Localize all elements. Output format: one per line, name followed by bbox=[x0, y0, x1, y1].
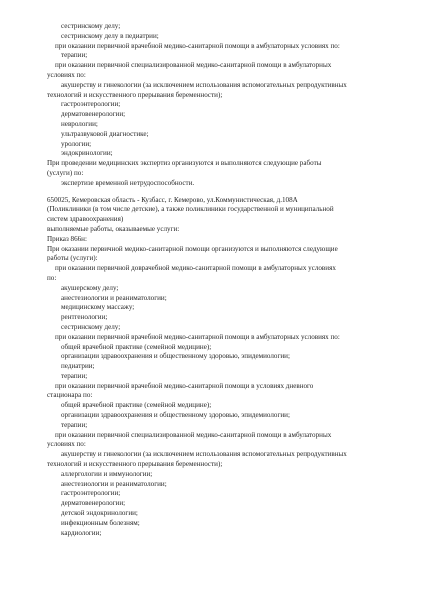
text-line: кардиологии; bbox=[61, 528, 102, 537]
text-line: медицинскому массажу; bbox=[61, 303, 135, 312]
text-line: эндокринологии; bbox=[61, 149, 113, 158]
text-line: При оказании первичной медико-санитарной помощи организуются и выполняются следующие bbox=[47, 244, 338, 253]
text-line: условиях по: bbox=[47, 70, 86, 79]
text-line: урологии; bbox=[61, 139, 92, 148]
text-line: рентгенологии; bbox=[61, 313, 108, 322]
text-line: организации здравоохранения и общественному здоровью, эпидемиологии; bbox=[61, 352, 290, 361]
text-line: технологий и искусственного прерывания беременности); bbox=[47, 460, 223, 469]
text-line: детской эндокринологии; bbox=[61, 509, 138, 518]
text-line: выполняемые работы, оказываемые услуги: bbox=[47, 224, 180, 233]
text-line: инфекционным болезням; bbox=[61, 518, 140, 527]
text-line: сестринскому делу; bbox=[61, 322, 121, 331]
text-line: терапии; bbox=[61, 371, 88, 380]
text-line: педиатрии; bbox=[61, 362, 95, 371]
text-line: при оказании первичной доврачебной медико-санитарной помощи в амбулаторных условиях bbox=[55, 264, 336, 273]
text-line: при оказании первичной врачебной медико-санитарной помощи в амбулаторных условиях по: bbox=[55, 41, 340, 50]
text-line: гастроэнтерологии; bbox=[61, 100, 121, 109]
text-line: технологий и искусственного прерывания беременности); bbox=[47, 90, 223, 99]
text-line: дерматовенерологии; bbox=[61, 110, 126, 119]
text-line: стационара по: bbox=[47, 391, 93, 400]
text-line: акушерству и гинекологии (за исключением использования вспомогательных репродуктивных bbox=[61, 450, 347, 459]
text-line: (Поликлиники (в том числе детские), а также поликлиники государственной и муниципальной bbox=[47, 205, 334, 214]
text-line: анестезиологии и реаниматологии; bbox=[61, 293, 167, 302]
text-line: по: bbox=[47, 273, 57, 282]
text-line: ультразвуковой диагностике; bbox=[61, 129, 149, 138]
text-line: при оказании первичной врачебной медико-санитарной помощи в условиях дневного bbox=[55, 381, 314, 390]
text-line: организации здравоохранения и общественному здоровью, эпидемиологии; bbox=[61, 411, 290, 420]
text-line: сестринскому делу; bbox=[61, 22, 121, 30]
text-line: акушерскому делу; bbox=[61, 283, 119, 292]
text-line: акушерству и гинекологии (за исключением использования вспомогательных репродуктивных bbox=[61, 80, 347, 89]
text-line: общей врачебной практике (семейной медицине); bbox=[61, 401, 212, 410]
text-line: гастроэнтерологии; bbox=[61, 489, 121, 498]
text-line: экспертизе временной нетрудоспособности. bbox=[61, 178, 195, 187]
text-line: Приказ 866н: bbox=[47, 234, 87, 243]
text-line: терапии; bbox=[61, 420, 88, 429]
text-line: дерматовенерологии; bbox=[61, 499, 126, 508]
text-line: при оказании первичной специализированной медико-санитарной помощи в амбулаторных bbox=[55, 430, 332, 439]
text-line: при оказании первичной специализированной медико-санитарной помощи в амбулаторных bbox=[55, 61, 332, 70]
text-line: При проведении медицинских экспертиз организуются и выполняются следующие работы bbox=[47, 159, 322, 168]
address-line: 650025, Кемеровская область - Кузбасс, г. Кемерово, ул.Коммунистическая, д.108А bbox=[47, 195, 298, 204]
text-line: условиях по: bbox=[47, 440, 86, 449]
text-line: работы (услуги): bbox=[47, 254, 98, 263]
text-line: общей врачебной практике (семейной медицине); bbox=[61, 342, 212, 351]
text-line: аллергологии и иммунологии; bbox=[61, 469, 153, 478]
text-line: анестезиологии и реаниматологии; bbox=[61, 479, 167, 488]
paragraph-gap bbox=[47, 189, 405, 196]
text-line: неврологии; bbox=[61, 119, 98, 128]
text-line: сестринскому делу в педиатрии; bbox=[61, 31, 159, 40]
text-line: систем здравоохранения) bbox=[47, 215, 124, 224]
text-line: (услуги) по: bbox=[47, 168, 84, 177]
text-line: при оказании первичной врачебной медико-санитарной помощи в амбулаторных условиях по: bbox=[55, 332, 340, 341]
text-line: терапии; bbox=[61, 51, 88, 60]
